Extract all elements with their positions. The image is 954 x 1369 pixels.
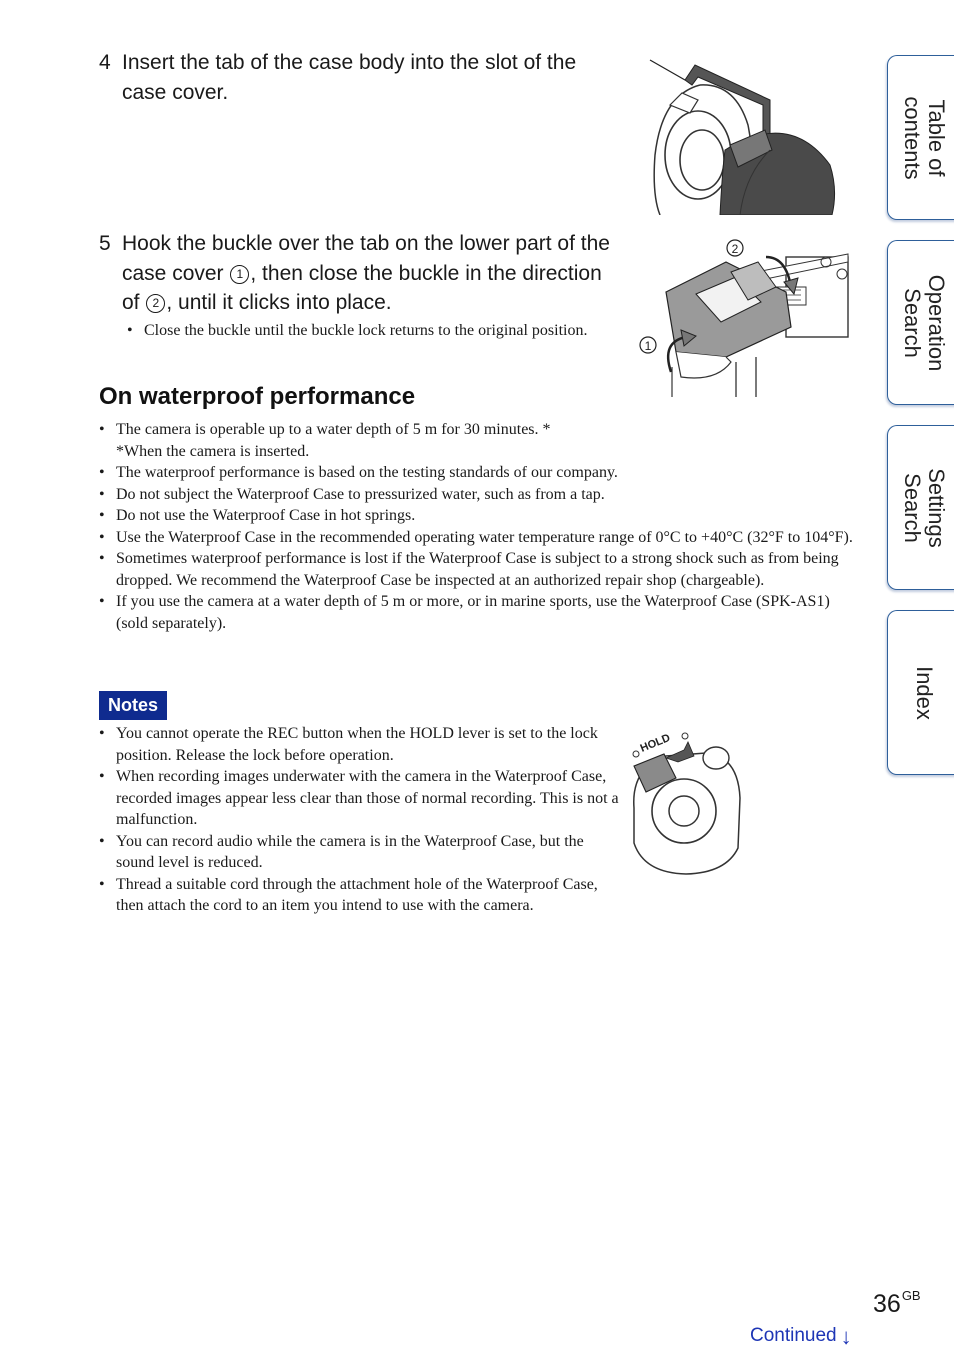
bullet: •: [99, 485, 105, 503]
list-item-text: The waterproof performance is based on the testing standards of our company.: [116, 464, 618, 481]
hold-label: HOLD: [638, 731, 673, 755]
list-item: [99, 527, 854, 549]
step-5-text-part-b: , then close the buckle in the direction of: [122, 261, 602, 314]
tab-label: [900, 468, 948, 548]
list-item: [99, 484, 854, 506]
list-item-text: You cannot operate the REC button when the HOLD lever is set to the lock position. Release the lock before operation.: [116, 725, 598, 764]
list-item-text: You can record audio while the camera is in the Waterproof Case, but the sound level is reduced.: [116, 832, 584, 871]
bullet: •: [99, 507, 105, 524]
buckle-marker-1: 1: [644, 339, 652, 353]
list-item: [99, 831, 619, 874]
bullet: •: [127, 322, 133, 339]
list-item: [99, 874, 619, 917]
page-number-value: 36: [873, 1290, 901, 1318]
list-item-text: If you use the camera at a water depth of 5 m or more, or in marine sports, use the Waterproof Case (SPK-AS1) (sold separately).: [116, 593, 830, 632]
tab-settings-search[interactable]: [887, 425, 954, 590]
tab-label-line-1: Settings: [924, 467, 949, 548]
bullet: •: [99, 832, 105, 850]
list-item-text: When recording images underwater with the camera in the Waterproof Case, recorded images appear less clear than those of normal recording. This is not a malfunction.: [116, 768, 619, 828]
step-4-number: 4: [99, 51, 111, 74]
step-5-text-part-a: Hook the buckle over the tab on the lower part of the case cover: [122, 232, 610, 285]
tab-label: [900, 96, 948, 179]
list-item: [99, 548, 854, 591]
step-5-text-part-c: , until it clicks into place.: [166, 291, 392, 314]
tab-index[interactable]: [887, 610, 954, 775]
list-item: [99, 766, 619, 831]
list-item: [99, 505, 854, 527]
list-item-text: Thread a suitable cord through the attachment hole of the Waterproof Case, then attach the cord to an item you intend to use with the camera.: [116, 875, 598, 914]
continued-link[interactable]: [750, 1324, 852, 1350]
list-item: [99, 591, 854, 634]
step-4-text: Insert the tab of the case body into the slot of the case cover.: [122, 51, 577, 104]
circled-marker-2: 2: [146, 294, 165, 313]
bullet: •: [99, 725, 105, 742]
list-item-text: Do not use the Waterproof Case in hot springs.: [116, 507, 416, 524]
arrow-down-icon: ↓: [840, 1324, 852, 1349]
list-item: [99, 419, 854, 462]
hold-lever-illustration: [626, 728, 746, 878]
bullet: •: [99, 550, 105, 567]
case-cover-insert-illustration: [640, 55, 840, 215]
list-item-text: Do not subject the Waterproof Case to pressurized water, such as from a tap.: [116, 485, 605, 503]
tab-operation-search[interactable]: [887, 240, 954, 405]
notes-list: [99, 723, 619, 917]
bullet: •: [99, 875, 105, 893]
tab-label-line-1: Index: [912, 665, 937, 720]
circled-marker-1: 1: [230, 265, 249, 284]
footnote: *When the camera is inserted.: [116, 442, 310, 460]
bullet: •: [99, 768, 105, 785]
tab-table-of-contents[interactable]: [887, 55, 954, 220]
continued-label: Continued: [750, 1325, 837, 1346]
tab-label-line-1: Operation: [924, 274, 949, 371]
buckle-illustration: [636, 232, 854, 402]
bullet: •: [99, 528, 105, 546]
buckle-marker-2: 2: [731, 242, 739, 256]
tab-label-line-2: Search: [900, 472, 925, 543]
tab-label-line-1: Table of: [924, 98, 949, 177]
list-item: [99, 723, 619, 766]
page-number: [873, 1288, 921, 1319]
tab-label: [900, 274, 948, 371]
list-item-text: Sometimes waterproof performance is lost if the Waterproof Case is subject to a strong shock such as from being dropped. We recommend the Waterproof Case be inspected at an authorized repair shop (chargeable).: [116, 550, 839, 589]
notes-badge: Notes: [99, 691, 167, 720]
section-heading: On waterproof performance: [99, 383, 416, 410]
page-number-suffix: GB: [901, 1288, 921, 1303]
tab-label-line-2: Search: [900, 287, 925, 358]
bullet: •: [99, 464, 105, 481]
step-5-number: 5: [99, 232, 111, 255]
list-item-text: Use the Waterproof Case in the recommended operating water temperature range of 0°C to +40°C (32°F to 104°F).: [116, 528, 853, 546]
list-item: [99, 462, 854, 484]
waterproof-list: [99, 419, 854, 634]
bullet: •: [99, 593, 105, 610]
tab-label-line-2: contents: [900, 95, 925, 180]
step-5-note-text: Close the buckle until the buckle lock returns to the original position.: [144, 322, 588, 339]
step-5-text: [122, 229, 622, 318]
list-item-text: The camera is operable up to a water depth of 5 m for 30 minutes. *: [116, 421, 551, 438]
step-5-note: [127, 320, 597, 342]
tab-label: [912, 666, 936, 720]
bullet: •: [99, 421, 105, 438]
